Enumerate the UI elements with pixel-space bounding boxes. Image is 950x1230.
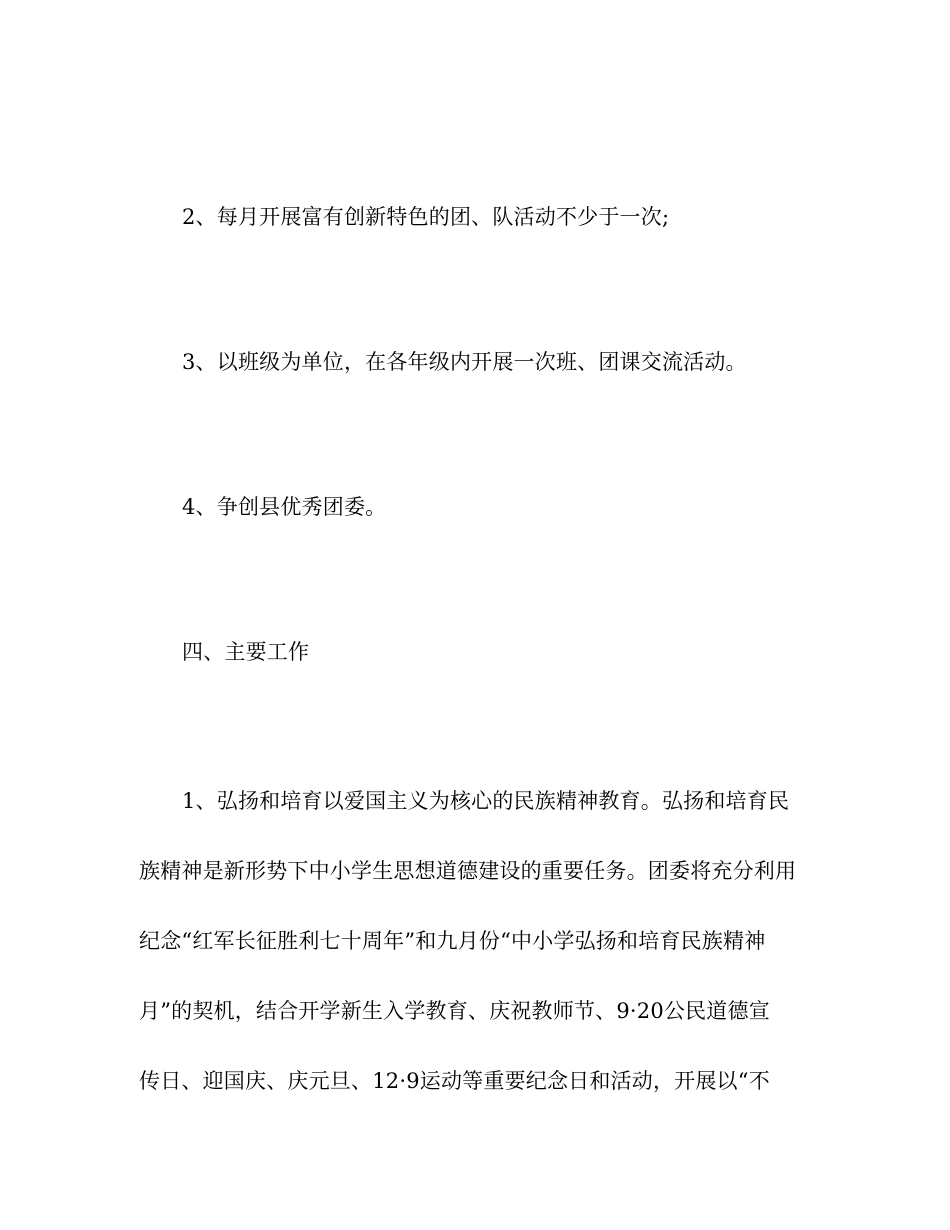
paragraph-line: 月”的契机，结合开学新生入学教育、庆祝教师节、9·20公民道德宣 <box>139 999 770 1023</box>
paragraph-line: 传日、迎国庆、庆元旦、12·9运动等重要纪念日和活动，开展以“不 <box>139 1069 770 1093</box>
paragraph-line: 1、弘扬和培育以爱国主义为核心的民族精神教育。弘扬和培育民 <box>182 789 790 813</box>
list-item: 4、争创县优秀团委。 <box>182 495 387 519</box>
paragraph-line: 族精神是新形势下中小学生思想道德建设的重要任务。团委将充分利用 <box>139 859 797 883</box>
list-item: 3、以班级为单位，在各年级内开展一次班、团课交流活动。 <box>182 350 747 374</box>
section-heading: 四、主要工作 <box>182 640 310 664</box>
list-item: 2、每月开展富有创新特色的团、队活动不少于一次; <box>182 205 670 229</box>
paragraph-line: 纪念“红军长征胜利七十周年”和九月份“中小学弘扬和培育民族精神 <box>139 929 766 953</box>
